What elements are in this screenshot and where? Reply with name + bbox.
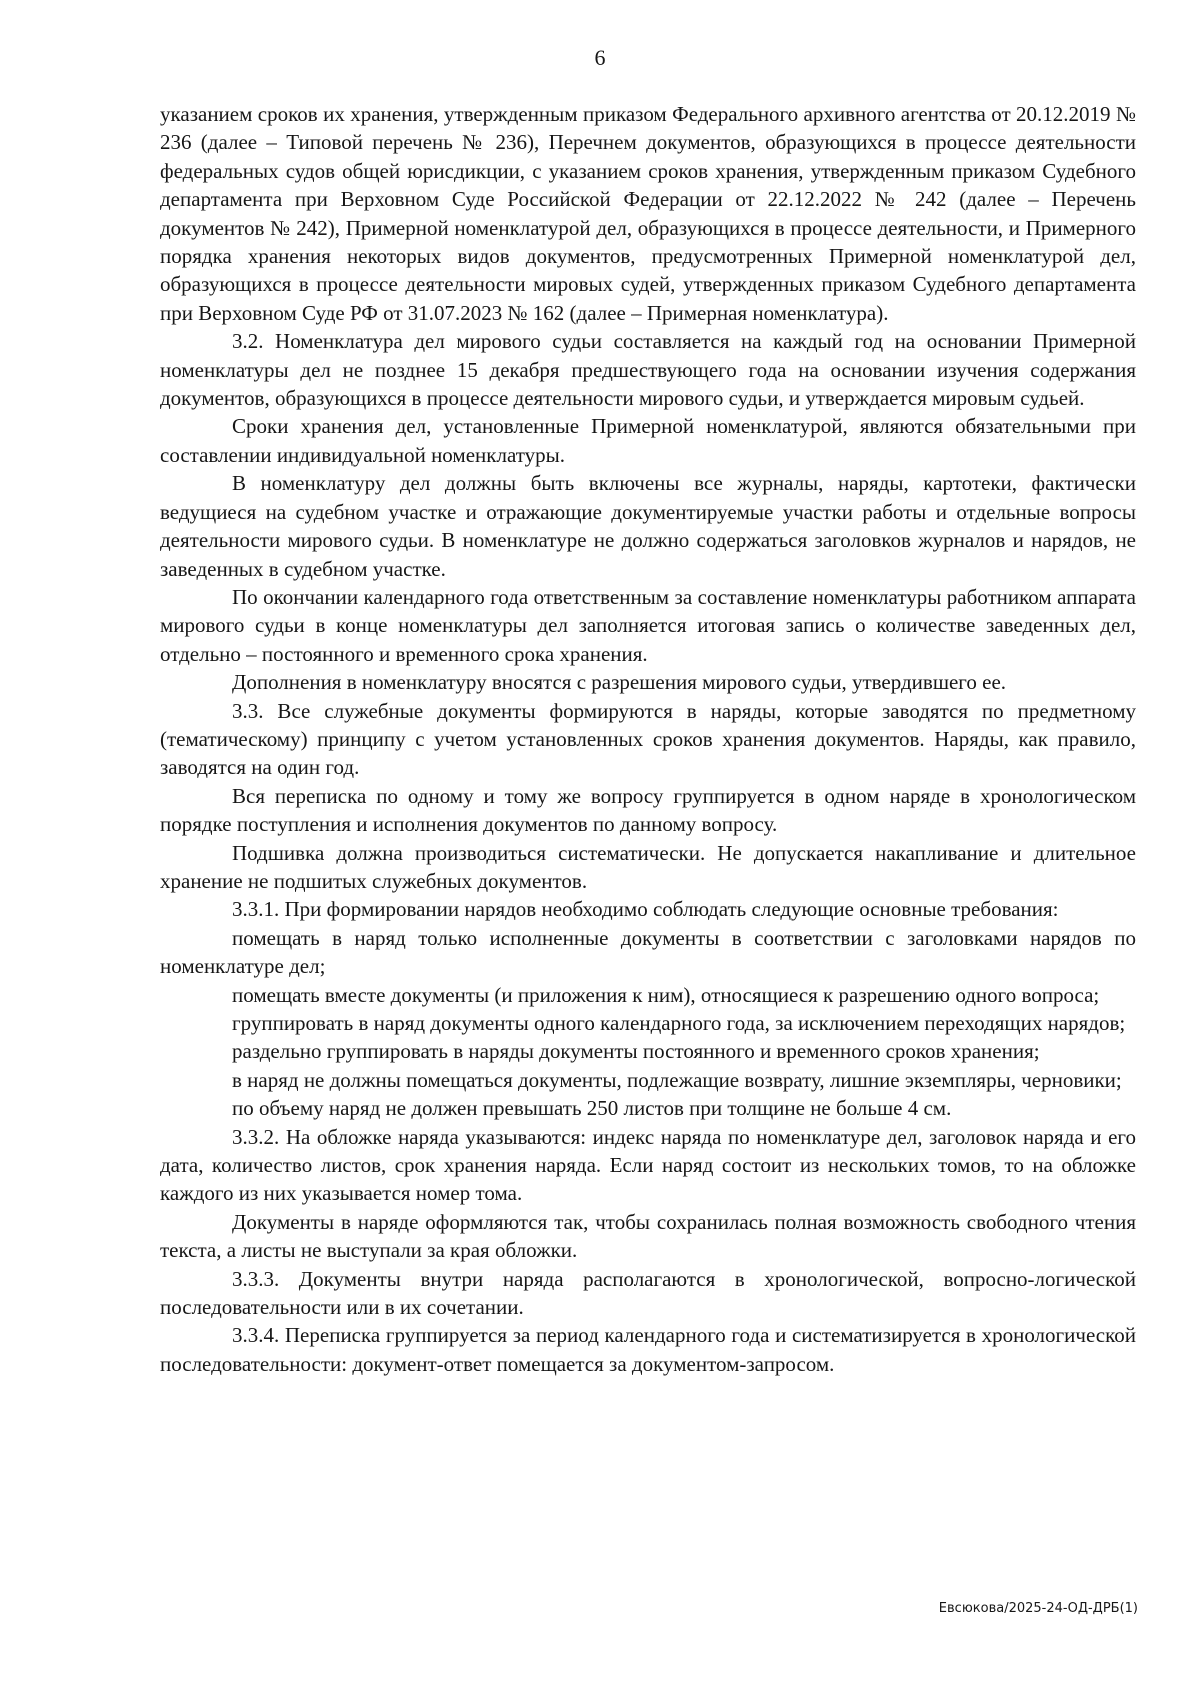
requirement-item: группировать в наряд документы одного календарного года, за исключением переходящих нарядов; bbox=[232, 1011, 1126, 1035]
paragraph-year-end-record: По окончании календарного года ответственным за составление номенклатуры работником аппарата мирового судьи в конце номенклатуры дел заполняется итоговая запись о количестве заведенных дел, отдельно – постоянного и временного срока хранения. bbox=[160, 584, 1136, 666]
paragraph-document-layout: Документы в наряде оформляются так, чтобы сохранилась полная возможность свободного чтения текста, а листы не выступали за края обложки. bbox=[160, 1209, 1136, 1263]
paragraph-nomenclature-contents: В номенклатуру дел должны быть включены все журналы, наряды, картотеки, фактически ведущиеся на судебном участке и отражающие документируемые участки работы и отдельные вопросы деятельности мирового судьи. В номенклатуре не должно содержаться заголовков журналов и нарядов, не заведенных в судебном участке. bbox=[160, 471, 1136, 581]
document-body bbox=[160, 100, 1136, 1378]
paragraph-additions: Дополнения в номенклатуру вносятся с разрешения мирового судьи, утвердившего ее. bbox=[232, 670, 1007, 695]
requirement-item: помещать в наряд только исполненные документы в соответствии с заголовками нарядов по номенклатуре дел; bbox=[160, 925, 1136, 979]
paragraph-3-3-2: 3.3.2. На обложке наряда указываются: индекс наряда по номенклатуре дел, заголовок наряда и его дата, количество листов, срок хранения наряда. Если наряд состоит из нескольких томов, то на обложке каждого из них указывается номер тома. bbox=[160, 1124, 1136, 1206]
requirement-item: в наряд не должны помещаться документы, подлежащие возврату, лишние экземпляры, черновики; bbox=[232, 1067, 1122, 1092]
paragraph-3-3-1: 3.3.1. При формировании нарядов необходимо соблюдать следующие основные требования: bbox=[232, 897, 1059, 922]
paragraph-3-2: 3.2. Номенклатура дел мирового судьи составляется на каждый год на основании Примерной номенклатуры дел не позднее 15 декабря предшествующего года на основании изучения содержания документов, образующихся в процессе деятельности мирового судьи, и утверждается мировым судьей. bbox=[160, 329, 1136, 411]
paragraph-3-3-4: 3.3.4. Переписка группируется за период календарного года и систематизируется в хронологической последовательности: документ-ответ помещается за документом-запросом. bbox=[160, 1323, 1136, 1376]
requirement-item: раздельно группировать в наряды документы постоянного и временного сроков хранения; bbox=[232, 1039, 1040, 1064]
paragraph-3-3-3: 3.3.3. Документы внутри наряда располагаются в хронологической, вопросно-логической последовательности или в их сочетании. bbox=[160, 1266, 1136, 1320]
footer-document-code: Евсюкова/2025-24-ОД-ДРБ(1) bbox=[938, 1601, 1138, 1616]
paragraph-filing: Подшивка должна производиться систематически. Не допускается накапливание и длительное хранение не подшитых служебных документов. bbox=[160, 840, 1136, 893]
paragraph-3-3: 3.3. Все служебные документы формируются в наряды, которые заводятся по предметному (тематическому) принципу с учетом установленных сроков хранения документов. Наряды, как правило, заводятся на один год. bbox=[160, 698, 1136, 780]
paragraph-storage-terms: Сроки хранения дел, установленные Примерной номенклатурой, являются обязательными при составлении индивидуальной номенклатуры. bbox=[160, 414, 1136, 467]
requirement-item: помещать вместе документы (и приложения к ним), относящиеся к разрешению одного вопроса; bbox=[232, 982, 1100, 1007]
paragraph-correspondence-grouping: Вся переписка по одному и тому же вопросу группируется в одном наряде в хронологическом порядке поступления и исполнения документов по данному вопросу. bbox=[160, 783, 1136, 837]
requirement-item: по объему наряд не должен превышать 250 листов при толщине не больше 4 см. bbox=[232, 1096, 952, 1121]
page-number: 6 bbox=[594, 45, 606, 70]
paragraph-continuation: указанием сроков их хранения, утвержденным приказом Федерального архивного агентства от 20.12.2019 № 236 (далее – Типовой перечень № 236), Перечнем документов, образующихся в процессе деятельности федеральных судов общей юрисдикции, с указанием сроков хранения, утвержденным приказом Судебного департамента при Верховном Суде Российской Федерации от 22.12.2022 № 242 (далее – Перечень документов № 242), Примерной номенклатурой дел, образующихся в процессе деятельности, и Примерного порядка хранения некоторых видов документов, предусмотренных Примерной номенклатурой дел, образующихся в процессе деятельности мировых судей, утвержденных приказом Судебного департамента при Верховном Суде РФ от 31.07.2023 № 162 (далее – Примерная номенклатура). bbox=[160, 102, 1136, 325]
